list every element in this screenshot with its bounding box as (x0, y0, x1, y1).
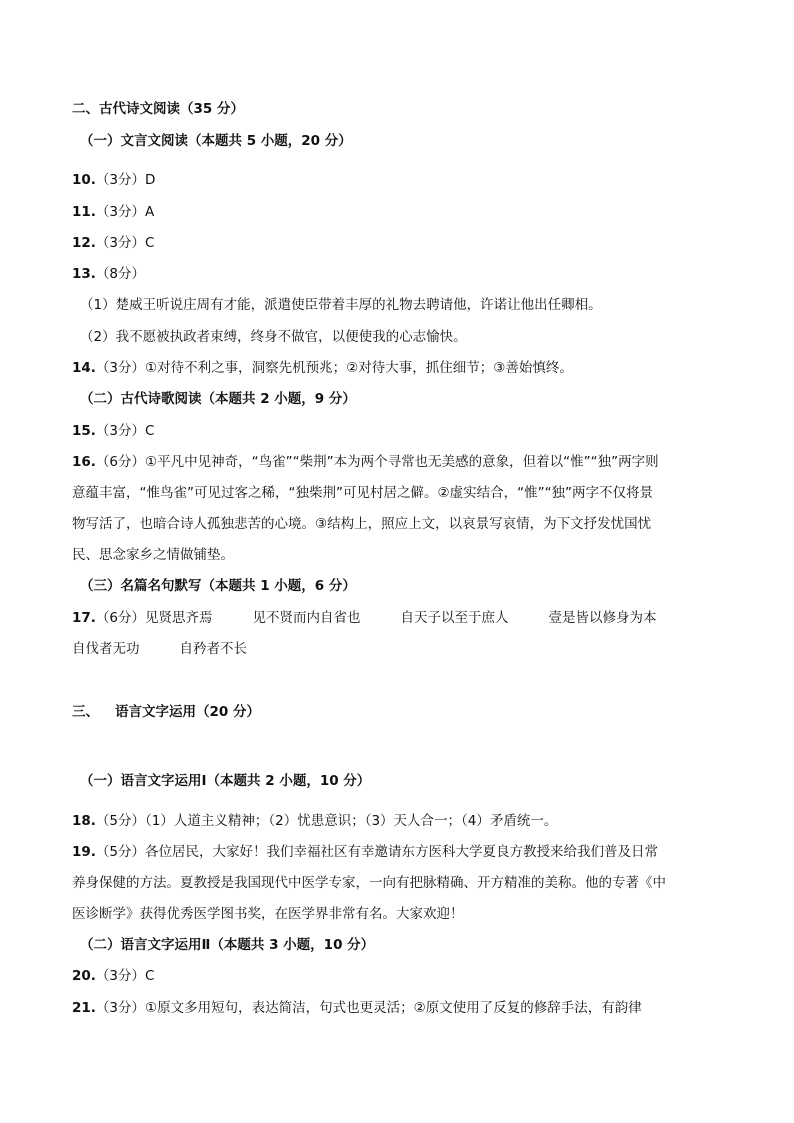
part-3-title: （三）名篇名句默写（本题共 1 小题，6 分） (80, 578, 356, 594)
answer-19 (72, 842, 658, 862)
question-number: 12. (72, 235, 96, 251)
question-number: 11. (72, 204, 96, 220)
answer-16-line-3: 物写活了，也暗合诗人孤独悲苦的心境。③结构上，照应上文，以哀景写哀情，为下文抒发忧国忧 (72, 516, 652, 532)
question-number: 13. (72, 266, 96, 282)
answer-13-part-1: （1）楚威王听说庄周有才能，派遣使臣带着丰厚的礼物去聘请他，许诺让他出任卿相。 (80, 297, 602, 313)
answer-text: （3分）①原文多用短句，表达简洁，句式也更灵活；②原文使用了反复的修辞手法，有韵律 (95, 1000, 642, 1016)
question-number: 21. (72, 1000, 96, 1016)
answer-text: （3分）A (95, 204, 155, 220)
answer-13-part-2: （2）我不愿被执政者束缚，终身不做官，以便使我的心志愉快。 (80, 329, 467, 345)
answer-16-line-4: 民、思念家乡之情做铺垫。 (72, 547, 234, 563)
answer-20 (72, 966, 154, 986)
answer-text: （5分）（1）人道主义精神；（2）忧患意识；（3）天人合一；（4）矛盾统一。 (95, 813, 558, 829)
question-number: 15. (72, 423, 96, 439)
answer-16-line-2: 意蕴丰富，“惟鸟雀”可见过客之稀，“独柴荆”可见村居之僻。②虚实结合，“惟”“独”两字不仅将景 (72, 485, 654, 501)
question-number: 14. (72, 360, 96, 376)
answer-17 (72, 608, 657, 628)
answer-text: （3分）C (95, 968, 155, 984)
answer-text: （6分）①平凡中见神奇，“鸟雀”“柴荆”本为两个寻常也无美感的意象，但着以“惟”“独”两字则 (95, 454, 659, 470)
question-number: 18. (72, 813, 96, 829)
answer-text: 自矜者不长 (179, 641, 247, 657)
section-2-title: 二、古代诗文阅读（35 分） (72, 101, 244, 117)
answer-text: 壹是皆以修身为本 (548, 610, 657, 626)
answer-13 (72, 264, 145, 284)
answer-text: （3分）D (95, 172, 156, 188)
question-number: 19. (72, 844, 96, 860)
answer-text: （3分）C (95, 423, 155, 439)
part-1-title: （一）文言文阅读（本题共 5 小题，20 分） (80, 133, 352, 149)
part-2-title: （二）语言文字运用Ⅱ（本题共 3 小题，10 分） (80, 937, 375, 953)
answer-14 (72, 358, 573, 378)
section-3-name: 语言文字运用（20 分） (115, 704, 260, 720)
answer-19-line-3: 医诊断学》获得优秀医学图书奖，在医学界非常有名。大家欢迎！ (72, 906, 464, 922)
answer-text: 见不贤而内自省也 (252, 610, 361, 626)
answer-18 (72, 811, 557, 831)
part-2-title: （二）古代诗歌阅读（本题共 2 小题，9 分） (80, 391, 356, 407)
answer-text: （6分）见贤思齐焉 (95, 610, 213, 626)
question-number: 16. (72, 454, 96, 470)
answer-text: （8分） (95, 266, 146, 282)
answer-text: 自天子以至于庶人 (400, 610, 509, 626)
answer-19-line-2: 养身保健的方法。夏教授是我国现代中医学专家，一向有把脉精确、开方精准的美称。他的专著《中 (72, 875, 666, 891)
answer-16 (72, 452, 659, 472)
answer-12 (72, 233, 154, 253)
answer-11 (72, 202, 154, 222)
answer-21 (72, 998, 642, 1018)
answer-text: （3分）C (95, 235, 155, 251)
question-number: 17. (72, 610, 96, 626)
answer-17-line-2 (72, 639, 247, 659)
section-3-title (72, 702, 260, 722)
answer-text: （3分）①对待不利之事，洞察先机预兆；②对待大事，抓住细节；③善始慎终。 (95, 360, 573, 376)
answer-text: 自伐者无功 (72, 641, 140, 657)
answer-15 (72, 421, 154, 441)
answer-text: （5分）各位居民，大家好！我们幸福社区有幸邀请东方医科大学夏良方教授来给我们普及日常 (95, 844, 659, 860)
part-1-title: （一）语言文字运用Ⅰ（本题共 2 小题，10 分） (80, 773, 371, 789)
section-3-number: 三、 (72, 704, 99, 720)
question-number: 20. (72, 968, 96, 984)
answer-10 (72, 170, 155, 190)
question-number: 10. (72, 172, 96, 188)
